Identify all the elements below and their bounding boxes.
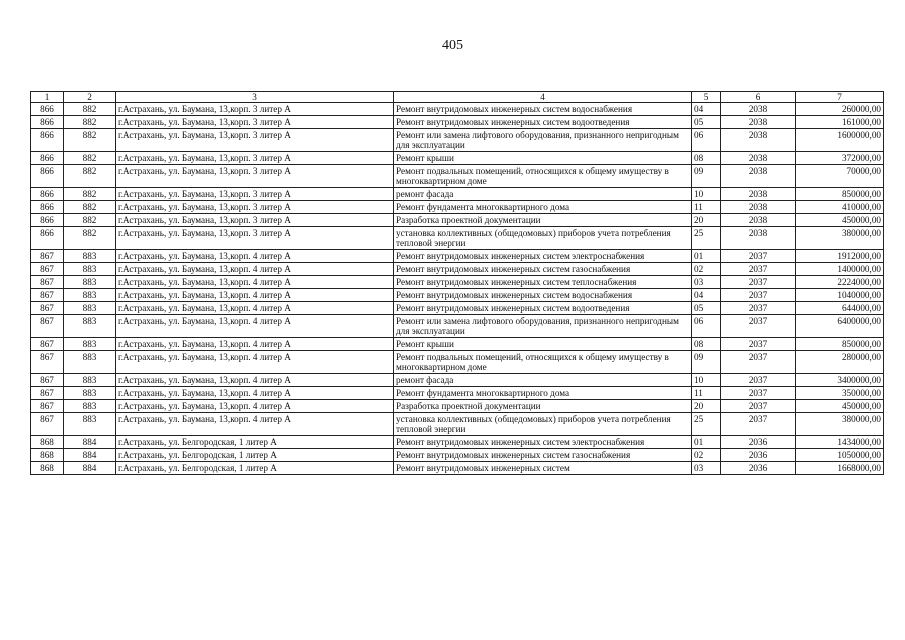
column-header: 4 <box>394 92 692 103</box>
year-cell: 2036 <box>721 449 796 462</box>
work-type-cell: Ремонт подвальных помещений, относящихся к общему имуществу в многоквартирном доме <box>394 165 692 188</box>
table-row <box>31 400 884 413</box>
year-cell: 2038 <box>721 214 796 227</box>
record-number-cell: 866 <box>31 129 64 152</box>
table-row <box>31 387 884 400</box>
work-code-cell: 11 <box>692 387 721 400</box>
record-number-cell: 868 <box>31 462 64 475</box>
year-cell: 2037 <box>721 263 796 276</box>
house-number-cell: 882 <box>64 103 116 116</box>
house-number-cell: 882 <box>64 129 116 152</box>
house-number-cell: 883 <box>64 351 116 374</box>
house-number-cell: 882 <box>64 188 116 201</box>
work-code-cell: 06 <box>692 129 721 152</box>
record-number-cell: 867 <box>31 351 64 374</box>
work-type-cell: Ремонт внутридомовых инженерных систем теплоснабжения <box>394 276 692 289</box>
house-number-cell: 883 <box>64 374 116 387</box>
work-code-cell: 10 <box>692 188 721 201</box>
house-number-cell: 882 <box>64 214 116 227</box>
house-number-cell: 884 <box>64 462 116 475</box>
work-type-cell: установка коллективных (общедомовых) приборов учета потребления тепловой энергии <box>394 413 692 436</box>
cost-cell: 350000,00 <box>796 387 884 400</box>
address-cell: г.Астрахань, ул. Баумана, 13,корп. 4 литер А <box>116 413 394 436</box>
cost-cell: 1040000,00 <box>796 289 884 302</box>
work-code-cell: 11 <box>692 201 721 214</box>
cost-cell: 372000,00 <box>796 152 884 165</box>
year-cell: 2037 <box>721 315 796 338</box>
table-row <box>31 214 884 227</box>
work-code-cell: 20 <box>692 400 721 413</box>
repair-schedule-table <box>30 91 884 475</box>
work-type-cell: Ремонт внутридомовых инженерных систем водоотведения <box>394 302 692 315</box>
table-row <box>31 227 884 250</box>
table-row <box>31 302 884 315</box>
address-cell: г.Астрахань, ул. Баумана, 13,корп. 3 литер А <box>116 152 394 165</box>
cost-cell: 1600000,00 <box>796 129 884 152</box>
house-number-cell: 883 <box>64 302 116 315</box>
record-number-cell: 867 <box>31 289 64 302</box>
house-number-cell: 883 <box>64 276 116 289</box>
work-code-cell: 03 <box>692 276 721 289</box>
record-number-cell: 867 <box>31 338 64 351</box>
record-number-cell: 867 <box>31 302 64 315</box>
table-row <box>31 129 884 152</box>
column-header: 6 <box>721 92 796 103</box>
cost-cell: 1668000,00 <box>796 462 884 475</box>
work-code-cell: 08 <box>692 338 721 351</box>
address-cell: г.Астрахань, ул. Баумана, 13,корп. 4 литер А <box>116 276 394 289</box>
table-row <box>31 351 884 374</box>
work-type-cell: Ремонт крыши <box>394 152 692 165</box>
record-number-cell: 866 <box>31 103 64 116</box>
year-cell: 2038 <box>721 116 796 129</box>
work-type-cell: Ремонт внутридомовых инженерных систем электроснабжения <box>394 250 692 263</box>
work-code-cell: 03 <box>692 462 721 475</box>
house-number-cell: 884 <box>64 436 116 449</box>
address-cell: г.Астрахань, ул. Белгородская, 1 литер А <box>116 449 394 462</box>
address-cell: г.Астрахань, ул. Баумана, 13,корп. 4 литер А <box>116 250 394 263</box>
work-type-cell: Разработка проектной документации <box>394 214 692 227</box>
year-cell: 2038 <box>721 103 796 116</box>
year-cell: 2038 <box>721 165 796 188</box>
cost-cell: 850000,00 <box>796 188 884 201</box>
house-number-cell: 882 <box>64 227 116 250</box>
address-cell: г.Астрахань, ул. Баумана, 13,корп. 4 литер А <box>116 338 394 351</box>
cost-cell: 161000,00 <box>796 116 884 129</box>
column-header: 3 <box>116 92 394 103</box>
cost-cell: 6400000,00 <box>796 315 884 338</box>
record-number-cell: 867 <box>31 250 64 263</box>
year-cell: 2038 <box>721 152 796 165</box>
house-number-cell: 883 <box>64 263 116 276</box>
address-cell: г.Астрахань, ул. Баумана, 13,корп. 4 литер А <box>116 374 394 387</box>
table-row <box>31 338 884 351</box>
work-type-cell: Ремонт фундамента многоквартирного дома <box>394 387 692 400</box>
year-cell: 2037 <box>721 351 796 374</box>
work-type-cell: Ремонт внутридомовых инженерных систем электроснабжения <box>394 436 692 449</box>
year-cell: 2036 <box>721 462 796 475</box>
work-code-cell: 25 <box>692 227 721 250</box>
house-number-cell: 882 <box>64 165 116 188</box>
address-cell: г.Астрахань, ул. Баумана, 13,корп. 3 литер А <box>116 214 394 227</box>
record-number-cell: 867 <box>31 387 64 400</box>
column-header: 2 <box>64 92 116 103</box>
table-row <box>31 116 884 129</box>
work-code-cell: 10 <box>692 374 721 387</box>
work-type-cell: Ремонт внутридомовых инженерных систем газоснабжения <box>394 263 692 276</box>
year-cell: 2036 <box>721 436 796 449</box>
address-cell: г.Астрахань, ул. Баумана, 13,корп. 4 литер А <box>116 302 394 315</box>
address-cell: г.Астрахань, ул. Баумана, 13,корп. 4 литер А <box>116 400 394 413</box>
cost-cell: 380000,00 <box>796 227 884 250</box>
work-type-cell: Ремонт внутридомовых инженерных систем водоснабжения <box>394 103 692 116</box>
cost-cell: 410000,00 <box>796 201 884 214</box>
table-row <box>31 276 884 289</box>
work-code-cell: 25 <box>692 413 721 436</box>
address-cell: г.Астрахань, ул. Баумана, 13,корп. 4 литер А <box>116 289 394 302</box>
work-type-cell: Ремонт крыши <box>394 338 692 351</box>
work-code-cell: 08 <box>692 152 721 165</box>
work-type-cell: Ремонт внутридомовых инженерных систем газоснабжения <box>394 449 692 462</box>
cost-cell: 380000,00 <box>796 413 884 436</box>
address-cell: г.Астрахань, ул. Баумана, 13,корп. 4 литер А <box>116 387 394 400</box>
work-type-cell: Ремонт внутридомовых инженерных систем водоотведения <box>394 116 692 129</box>
cost-cell: 1400000,00 <box>796 263 884 276</box>
house-number-cell: 883 <box>64 315 116 338</box>
table-row <box>31 188 884 201</box>
work-code-cell: 06 <box>692 315 721 338</box>
table-row <box>31 263 884 276</box>
record-number-cell: 866 <box>31 227 64 250</box>
table-row <box>31 289 884 302</box>
address-cell: г.Астрахань, ул. Баумана, 13,корп. 4 литер А <box>116 315 394 338</box>
cost-cell: 70000,00 <box>796 165 884 188</box>
record-number-cell: 866 <box>31 188 64 201</box>
work-type-cell: Ремонт внутридомовых инженерных систем водоснабжения <box>394 289 692 302</box>
year-cell: 2037 <box>721 413 796 436</box>
table-row <box>31 103 884 116</box>
record-number-cell: 866 <box>31 201 64 214</box>
year-cell: 2037 <box>721 276 796 289</box>
cost-cell: 644000,00 <box>796 302 884 315</box>
year-cell: 2037 <box>721 250 796 263</box>
page-number: 405 <box>442 38 463 53</box>
year-cell: 2037 <box>721 387 796 400</box>
work-type-cell: Ремонт или замена лифтового оборудования, признанного непригодным для эксплуатации <box>394 315 692 338</box>
cost-cell: 450000,00 <box>796 400 884 413</box>
cost-cell: 3400000,00 <box>796 374 884 387</box>
cost-cell: 850000,00 <box>796 338 884 351</box>
house-number-cell: 883 <box>64 338 116 351</box>
work-type-cell: Ремонт подвальных помещений, относящихся к общему имуществу в многоквартирном доме <box>394 351 692 374</box>
work-type-cell: Ремонт фундамента многоквартирного дома <box>394 201 692 214</box>
address-cell: г.Астрахань, ул. Баумана, 13,корп. 3 литер А <box>116 103 394 116</box>
record-number-cell: 867 <box>31 413 64 436</box>
house-number-cell: 882 <box>64 116 116 129</box>
record-number-cell: 867 <box>31 276 64 289</box>
house-number-cell: 883 <box>64 289 116 302</box>
address-cell: г.Астрахань, ул. Баумана, 13,корп. 3 литер А <box>116 165 394 188</box>
table-row <box>31 449 884 462</box>
work-code-cell: 04 <box>692 103 721 116</box>
address-cell: г.Астрахань, ул. Баумана, 13,корп. 3 литер А <box>116 227 394 250</box>
record-number-cell: 867 <box>31 315 64 338</box>
cost-cell: 1912000,00 <box>796 250 884 263</box>
year-cell: 2038 <box>721 201 796 214</box>
record-number-cell: 867 <box>31 400 64 413</box>
year-cell: 2037 <box>721 338 796 351</box>
year-cell: 2038 <box>721 188 796 201</box>
house-number-cell: 882 <box>64 152 116 165</box>
house-number-cell: 883 <box>64 387 116 400</box>
year-cell: 2037 <box>721 374 796 387</box>
house-number-cell: 884 <box>64 449 116 462</box>
table-row <box>31 165 884 188</box>
address-cell: г.Астрахань, ул. Белгородская, 1 литер А <box>116 436 394 449</box>
record-number-cell: 866 <box>31 165 64 188</box>
work-code-cell: 09 <box>692 165 721 188</box>
work-code-cell: 02 <box>692 449 721 462</box>
work-type-cell: установка коллективных (общедомовых) приборов учета потребления тепловой энергии <box>394 227 692 250</box>
address-cell: г.Астрахань, ул. Баумана, 13,корп. 3 литер А <box>116 201 394 214</box>
house-number-cell: 883 <box>64 413 116 436</box>
work-code-cell: 09 <box>692 351 721 374</box>
cost-cell: 2224000,00 <box>796 276 884 289</box>
year-cell: 2037 <box>721 302 796 315</box>
year-cell: 2037 <box>721 289 796 302</box>
work-code-cell: 02 <box>692 263 721 276</box>
record-number-cell: 866 <box>31 152 64 165</box>
house-number-cell: 883 <box>64 400 116 413</box>
table-row <box>31 315 884 338</box>
table-row <box>31 462 884 475</box>
cost-cell: 260000,00 <box>796 103 884 116</box>
cost-cell: 450000,00 <box>796 214 884 227</box>
year-cell: 2038 <box>721 129 796 152</box>
work-code-cell: 01 <box>692 250 721 263</box>
record-number-cell: 868 <box>31 436 64 449</box>
record-number-cell: 866 <box>31 116 64 129</box>
cost-cell: 280000,00 <box>796 351 884 374</box>
work-code-cell: 04 <box>692 289 721 302</box>
year-cell: 2038 <box>721 227 796 250</box>
address-cell: г.Астрахань, ул. Баумана, 13,корп. 3 литер А <box>116 129 394 152</box>
cost-cell: 1434000,00 <box>796 436 884 449</box>
work-type-cell: ремонт фасада <box>394 374 692 387</box>
year-cell: 2037 <box>721 400 796 413</box>
table-row <box>31 201 884 214</box>
cost-cell: 1050000,00 <box>796 449 884 462</box>
house-number-cell: 882 <box>64 201 116 214</box>
record-number-cell: 867 <box>31 263 64 276</box>
work-code-cell: 05 <box>692 302 721 315</box>
work-code-cell: 05 <box>692 116 721 129</box>
record-number-cell: 868 <box>31 449 64 462</box>
column-header: 5 <box>692 92 721 103</box>
work-type-cell: Разработка проектной документации <box>394 400 692 413</box>
address-cell: г.Астрахань, ул. Баумана, 13,корп. 4 литер А <box>116 351 394 374</box>
address-cell: г.Астрахань, ул. Баумана, 13,корп. 4 литер А <box>116 263 394 276</box>
column-number-row <box>31 92 884 103</box>
house-number-cell: 883 <box>64 250 116 263</box>
table-row <box>31 250 884 263</box>
work-type-cell: Ремонт внутридомовых инженерных систем <box>394 462 692 475</box>
record-number-cell: 867 <box>31 374 64 387</box>
work-type-cell: ремонт фасада <box>394 188 692 201</box>
table-row <box>31 436 884 449</box>
work-type-cell: Ремонт или замена лифтового оборудования, признанного непригодным для эксплуатации <box>394 129 692 152</box>
address-cell: г.Астрахань, ул. Баумана, 13,корп. 3 литер А <box>116 116 394 129</box>
table-row <box>31 413 884 436</box>
work-code-cell: 01 <box>692 436 721 449</box>
work-code-cell: 20 <box>692 214 721 227</box>
address-cell: г.Астрахань, ул. Баумана, 13,корп. 3 литер А <box>116 188 394 201</box>
table-row <box>31 152 884 165</box>
address-cell: г.Астрахань, ул. Белгородская, 1 литер А <box>116 462 394 475</box>
column-header: 7 <box>796 92 884 103</box>
column-header: 1 <box>31 92 64 103</box>
table-row <box>31 374 884 387</box>
record-number-cell: 866 <box>31 214 64 227</box>
table-body <box>31 103 884 475</box>
